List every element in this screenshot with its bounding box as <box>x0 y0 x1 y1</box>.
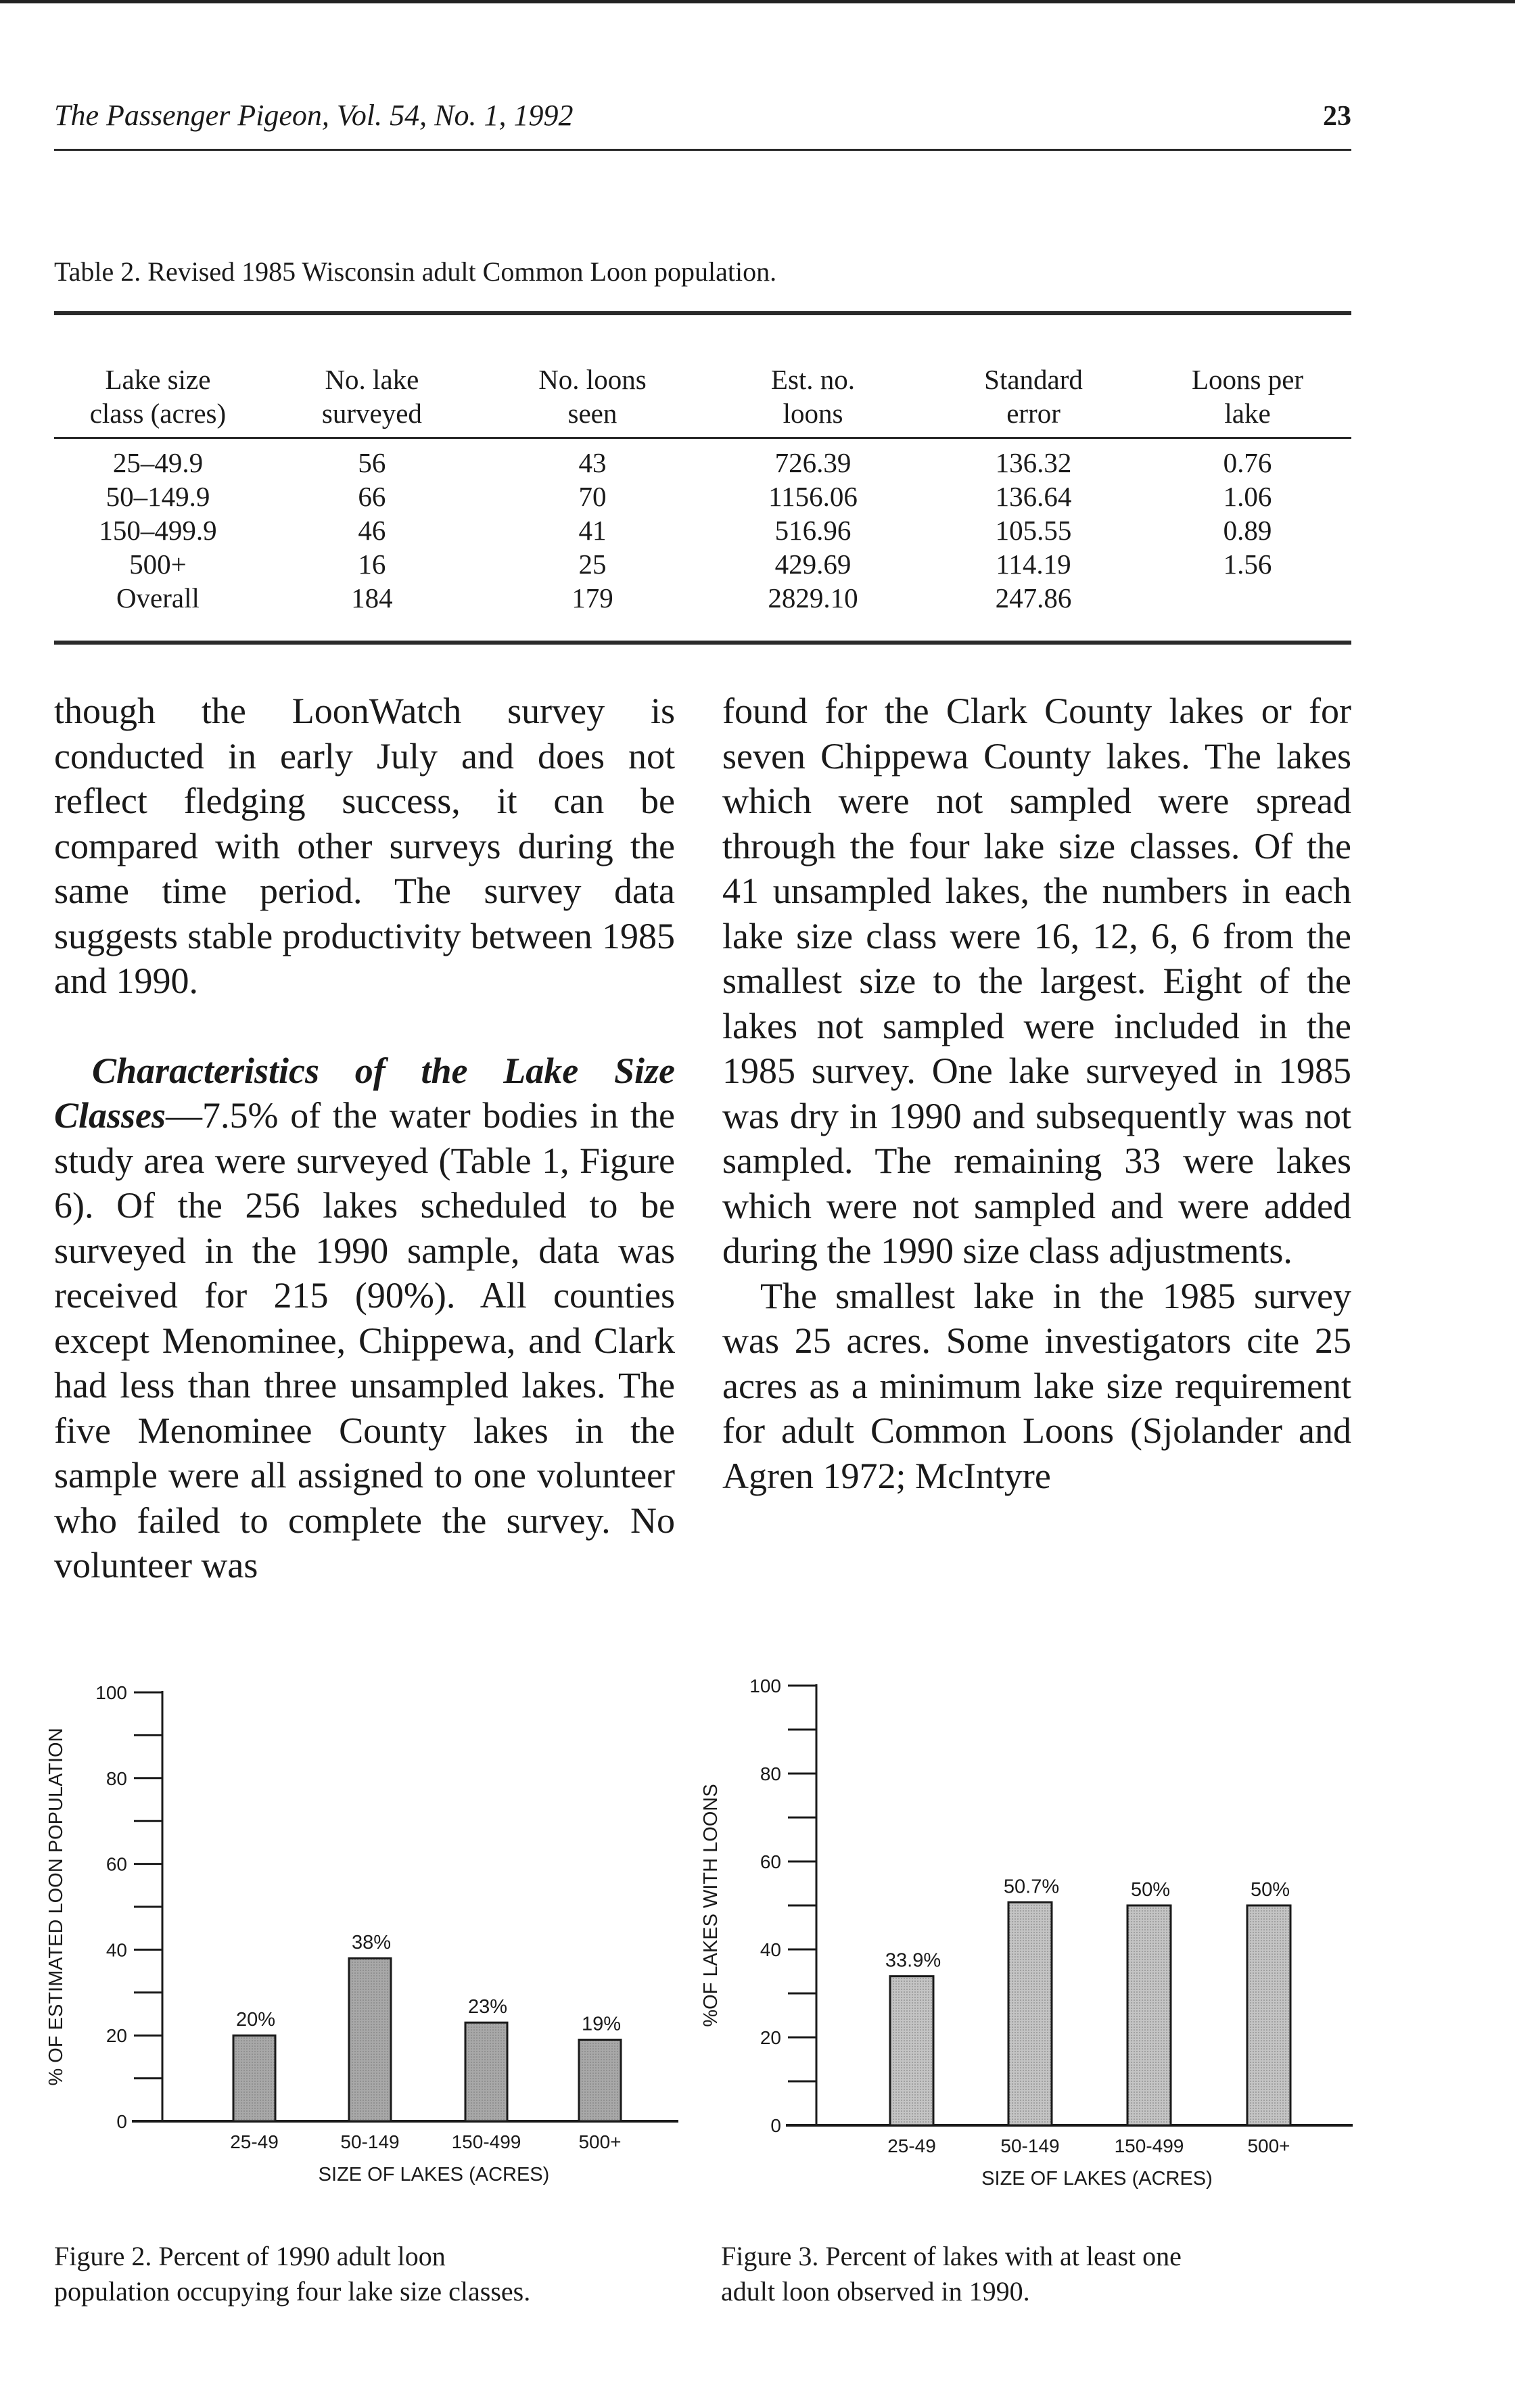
svg-text:19%: 19% <box>581 2013 622 2035</box>
figure-2-caption <box>54 2239 530 2309</box>
paragraph-text: —7.5% of the water bodies in the study area were surveyed (Table 1, Figure 6). Of the 256 lakes scheduled to be surveyed in the 1990 sample, data was received for 215 (90%). All counties except Menominee, Chippewa, and Clark had less than three unsampled lakes. The five Menominee County lakes in the sample were all assigned to one volunteer who failed to complete the survey. No volunteer was <box>54 1095 675 1585</box>
svg-text:50%: 50% <box>1250 1879 1290 1901</box>
svg-text:150-499: 150-499 <box>1114 2135 1184 2156</box>
caption-line: adult loon observed in 1990. <box>721 2276 1030 2307</box>
svg-text:20: 20 <box>760 2027 781 2048</box>
svg-text:60: 60 <box>106 1853 127 1875</box>
svg-text:500+: 500+ <box>578 2131 622 2152</box>
cell: 150–499.9 <box>99 515 217 546</box>
table-caption: Table 2. Revised 1985 Wisconsin adult Common Loon population. <box>54 256 777 287</box>
svg-text:80: 80 <box>760 1763 781 1784</box>
header-rule <box>54 149 1351 151</box>
svg-text:500+: 500+ <box>1247 2135 1290 2156</box>
svg-text:150-499: 150-499 <box>451 2131 521 2152</box>
svg-text:100: 100 <box>749 1675 781 1696</box>
svg-text:SIZE OF LAKES (ACRES): SIZE OF LAKES (ACRES) <box>318 2164 550 2185</box>
table-row <box>54 513 1351 547</box>
table-row <box>54 438 1351 480</box>
cell: 1.06 <box>1223 481 1272 512</box>
cell: 46 <box>358 515 386 546</box>
cell <box>1144 581 1351 643</box>
cell: 105.55 <box>995 515 1072 546</box>
paragraph: The smallest lake in the 1985 survey was 25 acres. Some investigators cite 25 acres as a minimum lake size requirement for adult Common Loons (Sjolander and Agren 1972; McIntyre <box>722 1275 1351 1496</box>
col-header-est-loons: Est. no. loons <box>703 313 923 438</box>
cell: 0.89 <box>1223 515 1272 546</box>
figure-3-bar-chart <box>690 1650 1366 2205</box>
scan-top-border <box>0 0 1515 3</box>
cell: 16 <box>358 549 386 580</box>
cell: 56 <box>358 447 386 478</box>
svg-text:33.9%: 33.9% <box>885 1949 941 1972</box>
svg-text:50-149: 50-149 <box>1000 2135 1060 2156</box>
svg-text:0: 0 <box>116 2111 127 2132</box>
cell: 136.64 <box>995 481 1072 512</box>
table-header-row <box>54 313 1351 438</box>
cell: 136.32 <box>995 447 1072 478</box>
caption-line: population occupying four lake size classes. <box>54 2276 531 2307</box>
running-head: The Passenger Pigeon, Vol. 54, No. 1, 1992 <box>54 99 574 132</box>
figure-3-caption <box>721 2239 1182 2309</box>
caption-line: Figure 2. Percent of 1990 adult loon <box>54 2241 446 2271</box>
svg-text:50-149: 50-149 <box>340 2131 400 2152</box>
cell: 516.96 <box>774 515 852 546</box>
cell: 41 <box>578 515 607 546</box>
svg-text:80: 80 <box>106 1767 127 1789</box>
svg-text:40: 40 <box>106 1939 127 1961</box>
page-number: 23 <box>1323 101 1351 132</box>
svg-text:38%: 38% <box>351 1932 392 1954</box>
col-header-std-error: Standard error <box>923 313 1144 438</box>
cell: 1156.06 <box>768 481 858 512</box>
figure-3-chart <box>690 1650 1366 2205</box>
loon-population-table <box>54 311 1351 645</box>
svg-text:% OF ESTIMATED LOON POPULATION: % OF ESTIMATED LOON POPULATION <box>45 1728 67 2086</box>
cell: Overall <box>54 581 262 643</box>
cell: 50–149.9 <box>106 481 210 512</box>
paragraph-gap <box>54 1004 675 1048</box>
cell: 2829.10 <box>703 581 923 643</box>
table-row-overall <box>54 581 1351 643</box>
cell: 429.69 <box>774 549 852 580</box>
col-header-loons-per-lake: Loons per lake <box>1144 313 1351 438</box>
cell: 0.76 <box>1223 447 1272 478</box>
cell: 25 <box>578 549 607 580</box>
cell: 114.19 <box>996 549 1071 580</box>
cell: 43 <box>578 447 607 478</box>
cell: 25–49.9 <box>112 447 204 478</box>
svg-text:25-49: 25-49 <box>887 2135 936 2156</box>
body-column-left <box>54 689 675 1588</box>
col-header-lakes-surveyed: No. lake surveyed <box>262 313 482 438</box>
svg-text:100: 100 <box>95 1682 127 1703</box>
table-row <box>54 480 1351 513</box>
svg-text:40: 40 <box>760 1939 781 1960</box>
paragraph <box>54 1048 675 1588</box>
cell: 500+ <box>129 549 187 580</box>
svg-text:20: 20 <box>106 2025 127 2047</box>
svg-text:0: 0 <box>770 2115 781 2136</box>
table-row <box>54 547 1351 581</box>
figure-2-bar-chart <box>27 1650 703 2205</box>
cell: 184 <box>262 581 482 643</box>
svg-text:25-49: 25-49 <box>230 2131 279 2152</box>
section-heading: Characteristics of the Lake Size Classes <box>54 1050 675 1136</box>
paragraph: found for the Clark County lakes or for seven Chippewa County lakes. The lakes which were not sampled were spread through the four lake size classes. Of the 41 unsampled lakes, the numbers in each lake size class were 16, 12, 6, 6 from the smallest size to the largest. Eight of the lakes not sampled were included in the 1985 survey. One lake surveyed in 1985 was dry in 1990 and subsequently was not sampled. The remaining 33 were lakes which were not sampled and were added during the 1990 size class adjustments. <box>722 691 1351 1271</box>
svg-text:%OF LAKES WITH LOONS: %OF LAKES WITH LOONS <box>700 1784 722 2027</box>
svg-text:50%: 50% <box>1130 1879 1171 1901</box>
svg-text:50.7%: 50.7% <box>1003 1876 1060 1898</box>
caption-line: Figure 3. Percent of lakes with at least one <box>721 2241 1182 2271</box>
cell: 247.86 <box>923 581 1144 643</box>
svg-text:60: 60 <box>760 1851 781 1872</box>
cell: 726.39 <box>774 447 852 478</box>
figure-2-chart <box>27 1650 703 2205</box>
cell: 179 <box>482 581 703 643</box>
col-header-lake-size: Lake size class (acres) <box>54 313 262 438</box>
cell: 1.56 <box>1223 549 1272 580</box>
col-header-loons-seen: No. loons seen <box>482 313 703 438</box>
body-column-right <box>722 689 1351 1498</box>
svg-text:20%: 20% <box>235 2009 276 2031</box>
cell: 70 <box>578 481 607 512</box>
svg-text:SIZE OF LAKES (ACRES): SIZE OF LAKES (ACRES) <box>981 2168 1213 2190</box>
svg-text:23%: 23% <box>467 1996 508 2018</box>
paragraph: though the LoonWatch survey is conducted in early July and does not reflect fledging success, it can be compared with other surveys during the same time period. The survey data suggests stable productivity between 1985 and 1990. <box>54 691 675 1001</box>
cell: 66 <box>358 481 386 512</box>
